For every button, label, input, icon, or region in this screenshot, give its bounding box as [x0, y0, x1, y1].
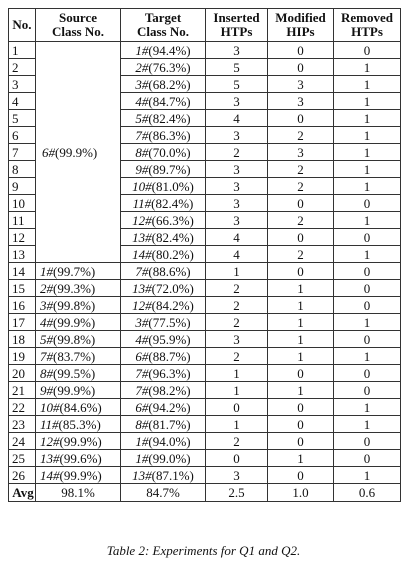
- row-number: 6: [9, 127, 36, 144]
- removed-htps: 1: [334, 161, 401, 178]
- target-class-accuracy: (96.3%): [148, 365, 191, 381]
- source-class-id: 6#: [42, 144, 55, 160]
- experiments-table: [8, 8, 401, 502]
- target-class-accuracy: (76.3%): [148, 59, 191, 75]
- avg-source: 98.1%: [36, 484, 121, 502]
- table-header: [9, 9, 401, 42]
- target-class-id: 4#: [135, 93, 149, 109]
- inserted-htps: 1: [206, 382, 268, 399]
- modified-hips: 1: [268, 297, 334, 314]
- target-class: [121, 450, 206, 467]
- target-class: [121, 76, 206, 93]
- header-source-class: Source Class No.: [36, 9, 121, 42]
- target-class-id: 1#: [135, 42, 149, 58]
- target-class: [121, 212, 206, 229]
- modified-hips: 0: [268, 59, 334, 76]
- target-class-id: 10#: [132, 178, 152, 194]
- table-caption: Table 2: Experiments for Q1 and Q2.: [106, 543, 301, 558]
- target-class-accuracy: (77.5%): [148, 314, 191, 330]
- target-class: [121, 365, 206, 382]
- source-class-id: 2#: [40, 280, 53, 296]
- inserted-htps: 4: [206, 229, 268, 246]
- inserted-htps: 3: [206, 467, 268, 484]
- source-class-id: 12#: [40, 433, 60, 449]
- table-row: [9, 331, 401, 348]
- source-class-id: 4#: [40, 314, 53, 330]
- source-class-accuracy: (85.3%): [58, 416, 101, 432]
- source-class-accuracy: (84.6%): [59, 399, 102, 415]
- target-class: [121, 382, 206, 399]
- inserted-htps: 3: [206, 195, 268, 212]
- row-number: 16: [9, 297, 36, 314]
- target-class-id: 11#: [132, 195, 152, 211]
- modified-hips: 2: [268, 212, 334, 229]
- row-number: 10: [9, 195, 36, 212]
- target-class: [121, 93, 206, 110]
- target-class-id: 7#: [135, 263, 149, 279]
- removed-htps: 1: [334, 416, 401, 433]
- removed-htps: 1: [334, 314, 401, 331]
- target-class-accuracy: (88.6%): [148, 263, 191, 279]
- inserted-htps: 3: [206, 212, 268, 229]
- source-class: [36, 348, 121, 365]
- target-class: [121, 467, 206, 484]
- avg-label: Avg: [9, 484, 36, 502]
- source-class: [36, 331, 121, 348]
- removed-htps: 0: [334, 280, 401, 297]
- source-class-accuracy: (99.5%): [53, 365, 96, 381]
- modified-hips: 3: [268, 93, 334, 110]
- target-class-accuracy: (94.4%): [148, 42, 191, 58]
- removed-htps: 1: [334, 246, 401, 263]
- inserted-htps: 3: [206, 178, 268, 195]
- row-number: 22: [9, 399, 36, 416]
- modified-hips: 0: [268, 110, 334, 127]
- target-class-id: 12#: [132, 212, 152, 228]
- target-class-accuracy: (87.1%): [151, 467, 194, 483]
- target-class-accuracy: (89.7%): [148, 161, 191, 177]
- target-class-accuracy: (81.7%): [148, 416, 191, 432]
- source-class-accuracy: (99.6%): [59, 450, 102, 466]
- removed-htps: 1: [334, 59, 401, 76]
- target-class-id: 6#: [135, 399, 149, 415]
- modified-hips: 0: [268, 42, 334, 59]
- row-number: 24: [9, 433, 36, 450]
- table-row: [9, 450, 401, 467]
- modified-hips: 1: [268, 450, 334, 467]
- inserted-htps: 3: [206, 93, 268, 110]
- removed-htps: 1: [334, 76, 401, 93]
- row-number: 20: [9, 365, 36, 382]
- target-class-accuracy: (70.0%): [148, 144, 191, 160]
- modified-hips: 0: [268, 433, 334, 450]
- avg-inserted: 2.5: [206, 484, 268, 502]
- source-class-accuracy: (99.9%): [53, 314, 96, 330]
- target-class-id: 14#: [132, 246, 152, 262]
- target-class-accuracy: (84.2%): [151, 297, 194, 313]
- modified-hips: 2: [268, 161, 334, 178]
- table-footer: [9, 484, 401, 502]
- target-class-accuracy: (94.0%): [148, 433, 191, 449]
- row-number: 13: [9, 246, 36, 263]
- avg-modified: 1.0: [268, 484, 334, 502]
- row-number: 17: [9, 314, 36, 331]
- table-row: [9, 399, 401, 416]
- target-class: [121, 195, 206, 212]
- removed-htps: 1: [334, 178, 401, 195]
- target-class: [121, 297, 206, 314]
- modified-hips: 0: [268, 195, 334, 212]
- table-row: [9, 280, 401, 297]
- source-class-accuracy: (99.8%): [53, 331, 96, 347]
- row-number: 19: [9, 348, 36, 365]
- header-modified-hips: Modified HIPs: [268, 9, 334, 42]
- table-row: [9, 348, 401, 365]
- target-class-accuracy: (82.4%): [151, 195, 194, 211]
- target-class-id: 5#: [135, 110, 149, 126]
- source-class-id: 1#: [40, 263, 53, 279]
- target-class-id: 12#: [132, 297, 152, 313]
- row-number: 26: [9, 467, 36, 484]
- target-class: [121, 229, 206, 246]
- avg-removed: 0.6: [334, 484, 401, 502]
- row-number: 21: [9, 382, 36, 399]
- inserted-htps: 0: [206, 399, 268, 416]
- source-class: [36, 399, 121, 416]
- source-class: [36, 382, 121, 399]
- source-class-id: 13#: [40, 450, 60, 466]
- target-class: [121, 314, 206, 331]
- target-class-id: 9#: [135, 161, 149, 177]
- target-class: [121, 331, 206, 348]
- table-row: [9, 365, 401, 382]
- source-class-accuracy: (99.3%): [53, 280, 96, 296]
- modified-hips: 2: [268, 246, 334, 263]
- row-number: 5: [9, 110, 36, 127]
- removed-htps: 1: [334, 127, 401, 144]
- modified-hips: 2: [268, 127, 334, 144]
- inserted-htps: 2: [206, 314, 268, 331]
- target-class-id: 13#: [132, 280, 152, 296]
- modified-hips: 0: [268, 399, 334, 416]
- modified-hips: 3: [268, 76, 334, 93]
- table-row: [9, 382, 401, 399]
- inserted-htps: 5: [206, 59, 268, 76]
- inserted-htps: 3: [206, 42, 268, 59]
- row-number: 1: [9, 42, 36, 59]
- target-class-id: 13#: [132, 229, 152, 245]
- avg-row: [9, 484, 401, 502]
- row-number: 9: [9, 178, 36, 195]
- target-class: [121, 416, 206, 433]
- source-class: [36, 314, 121, 331]
- modified-hips: 0: [268, 263, 334, 280]
- removed-htps: 0: [334, 42, 401, 59]
- row-number: 2: [9, 59, 36, 76]
- removed-htps: 1: [334, 212, 401, 229]
- target-class-accuracy: (95.9%): [148, 331, 191, 347]
- table-row: [9, 314, 401, 331]
- table-row: [9, 416, 401, 433]
- inserted-htps: 4: [206, 246, 268, 263]
- inserted-htps: 0: [206, 450, 268, 467]
- source-class-accuracy: (99.9%): [59, 433, 102, 449]
- removed-htps: 0: [334, 450, 401, 467]
- target-class-accuracy: (84.7%): [148, 93, 191, 109]
- source-class-accuracy: (99.9%): [55, 144, 98, 160]
- removed-htps: 0: [334, 365, 401, 382]
- target-class: [121, 59, 206, 76]
- table-row: [9, 297, 401, 314]
- row-number: 18: [9, 331, 36, 348]
- source-class-accuracy: (99.8%): [53, 297, 96, 313]
- inserted-htps: 4: [206, 110, 268, 127]
- target-class-accuracy: (66.3%): [151, 212, 194, 228]
- target-class: [121, 263, 206, 280]
- inserted-htps: 3: [206, 331, 268, 348]
- row-number: 4: [9, 93, 36, 110]
- modified-hips: 2: [268, 178, 334, 195]
- removed-htps: 1: [334, 144, 401, 161]
- source-class: [36, 365, 121, 382]
- removed-htps: 1: [334, 110, 401, 127]
- target-class: [121, 246, 206, 263]
- table-row: [9, 263, 401, 280]
- removed-htps: 0: [334, 263, 401, 280]
- removed-htps: 0: [334, 433, 401, 450]
- source-class: [36, 433, 121, 450]
- row-number: 25: [9, 450, 36, 467]
- modified-hips: 3: [268, 144, 334, 161]
- target-class: [121, 161, 206, 178]
- source-class-accuracy: (99.9%): [59, 467, 102, 483]
- target-class-id: 13#: [132, 467, 152, 483]
- target-class: [121, 178, 206, 195]
- target-class-id: 6#: [135, 348, 149, 364]
- target-class-id: 8#: [135, 144, 149, 160]
- row-number: 23: [9, 416, 36, 433]
- modified-hips: 0: [268, 467, 334, 484]
- modified-hips: 1: [268, 382, 334, 399]
- source-class: [36, 280, 121, 297]
- inserted-htps: 1: [206, 365, 268, 382]
- target-class: [121, 110, 206, 127]
- target-class-id: 8#: [135, 416, 149, 432]
- target-class-id: 2#: [135, 59, 149, 75]
- target-class-id: 3#: [135, 76, 149, 92]
- inserted-htps: 2: [206, 348, 268, 365]
- header-row: [9, 9, 401, 42]
- target-class: [121, 42, 206, 59]
- inserted-htps: 2: [206, 297, 268, 314]
- removed-htps: 0: [334, 297, 401, 314]
- modified-hips: 1: [268, 314, 334, 331]
- source-class-id: 14#: [40, 467, 60, 483]
- row-number: 12: [9, 229, 36, 246]
- source-class-id: 11#: [40, 416, 59, 432]
- source-class-accuracy: (99.7%): [53, 263, 96, 279]
- inserted-htps: 1: [206, 416, 268, 433]
- target-class-accuracy: (72.0%): [151, 280, 194, 296]
- target-class: [121, 144, 206, 161]
- target-class-id: 7#: [135, 382, 149, 398]
- removed-htps: 1: [334, 399, 401, 416]
- source-class-id: 8#: [40, 365, 53, 381]
- table-row: [9, 42, 401, 59]
- inserted-htps: 5: [206, 76, 268, 93]
- inserted-htps: 2: [206, 144, 268, 161]
- target-class-id: 7#: [135, 365, 149, 381]
- header-target-class: Target Class No.: [121, 9, 206, 42]
- row-number: 3: [9, 76, 36, 93]
- target-class-accuracy: (80.2%): [151, 246, 194, 262]
- table-row: [9, 467, 401, 484]
- target-class: [121, 348, 206, 365]
- target-class-accuracy: (68.2%): [148, 76, 191, 92]
- row-number: 8: [9, 161, 36, 178]
- source-class-id: 10#: [40, 399, 60, 415]
- source-class-accuracy: (99.9%): [53, 382, 96, 398]
- row-number: 14: [9, 263, 36, 280]
- header-no: No.: [9, 9, 36, 42]
- source-class: [36, 297, 121, 314]
- source-class-id: 5#: [40, 331, 53, 347]
- target-class-accuracy: (81.0%): [151, 178, 194, 194]
- source-class: [36, 416, 121, 433]
- source-class-id: 7#: [40, 348, 53, 364]
- removed-htps: 1: [334, 93, 401, 110]
- removed-htps: 0: [334, 382, 401, 399]
- modified-hips: 0: [268, 416, 334, 433]
- target-class-id: 3#: [135, 314, 149, 330]
- table-body: [9, 42, 401, 484]
- target-class-id: 1#: [135, 433, 149, 449]
- modified-hips: 0: [268, 365, 334, 382]
- target-class: [121, 280, 206, 297]
- modified-hips: 1: [268, 280, 334, 297]
- removed-htps: 0: [334, 229, 401, 246]
- source-class-id: 9#: [40, 382, 53, 398]
- inserted-htps: 3: [206, 127, 268, 144]
- source-class-accuracy: (83.7%): [53, 348, 96, 364]
- table-row: [9, 433, 401, 450]
- source-class-id: 3#: [40, 297, 53, 313]
- header-inserted-htps: Inserted HTPs: [206, 9, 268, 42]
- modified-hips: 1: [268, 331, 334, 348]
- row-number: 7: [9, 144, 36, 161]
- target-class-accuracy: (86.3%): [148, 127, 191, 143]
- source-class: [36, 467, 121, 484]
- inserted-htps: 2: [206, 280, 268, 297]
- removed-htps: 0: [334, 195, 401, 212]
- header-removed-htps: Removed HTPs: [334, 9, 401, 42]
- source-class: [36, 450, 121, 467]
- row-number: 15: [9, 280, 36, 297]
- source-class: [36, 263, 121, 280]
- row-number: 11: [9, 212, 36, 229]
- removed-htps: 1: [334, 348, 401, 365]
- target-class-accuracy: (82.4%): [148, 110, 191, 126]
- target-class-id: 1#: [135, 450, 149, 466]
- inserted-htps: 3: [206, 161, 268, 178]
- removed-htps: 1: [334, 467, 401, 484]
- target-class-id: 4#: [135, 331, 149, 347]
- target-class-accuracy: (98.2%): [148, 382, 191, 398]
- removed-htps: 0: [334, 331, 401, 348]
- target-class-id: 7#: [135, 127, 149, 143]
- target-class: [121, 127, 206, 144]
- inserted-htps: 1: [206, 263, 268, 280]
- target-class-accuracy: (88.7%): [148, 348, 191, 364]
- merged-source-class: [36, 42, 121, 263]
- target-class: [121, 433, 206, 450]
- modified-hips: 1: [268, 348, 334, 365]
- target-class-accuracy: (94.2%): [148, 399, 191, 415]
- inserted-htps: 2: [206, 433, 268, 450]
- target-class-accuracy: (82.4%): [151, 229, 194, 245]
- avg-target: 84.7%: [121, 484, 206, 502]
- modified-hips: 0: [268, 229, 334, 246]
- target-class: [121, 399, 206, 416]
- target-class-accuracy: (99.0%): [148, 450, 191, 466]
